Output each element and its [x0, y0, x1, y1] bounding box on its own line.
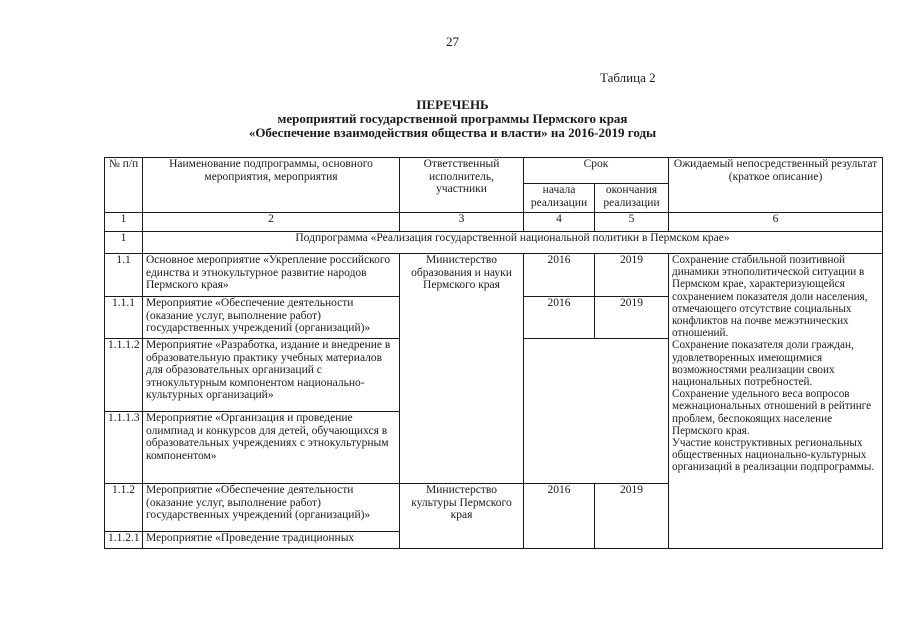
column-number: 3	[400, 213, 524, 232]
row-name: Основное мероприятие «Укрепление российского единства и этнокультурное развитие народов Пермского края»	[143, 254, 400, 297]
row-name: Мероприятие «Разработка, издание и внедрение в образовательную практику учебных материалов для образовательных организаций с этнокультурным компонентом национально-культурных организаций»	[143, 339, 400, 412]
row-name: Мероприятие «Проведение традиционных	[143, 532, 400, 549]
result-paragraph: Сохранение показателя доли граждан, удовлетворенных имеющимися возможностями реализации своих национальных потребностей.	[672, 339, 854, 389]
title-line-2: мероприятий государственной программы Пермского края	[277, 111, 628, 126]
row-num: 1.1.1	[105, 297, 143, 339]
header-executor: Ответственный исполнитель, участники	[400, 158, 524, 213]
column-numbers-row	[105, 213, 883, 232]
table-label: Таблица 2	[600, 70, 656, 85]
row-executor: Министерство культуры Пермского края	[400, 484, 524, 549]
subprogram-title: Подпрограмма «Реализация государственной национальной политики в Пермском крае»	[143, 232, 883, 254]
table-header-row	[105, 158, 883, 184]
column-number: 6	[669, 213, 883, 232]
header-period: Срок	[524, 158, 669, 184]
row-name: Мероприятие «Организация и проведение олимпиад и конкурсов для детей, обучающихся в образовательных учреждениях с этнокультурным компонентом»	[143, 412, 400, 484]
column-number: 1	[105, 213, 143, 232]
row-num: 1.1.1.3	[105, 412, 143, 484]
result-paragraph: Сохранение стабильной позитивной динамики этнополитической ситуации в Пермском крае, характеризующейся сохранением показателя доли населения, отмечающего отсутствие социальных конфликтов на почве межэтнических отношений.	[672, 254, 868, 340]
row-period-empty	[524, 339, 669, 484]
row-executor: Министерство образования и науки Пермского края	[400, 254, 524, 484]
result-paragraph: Участие конструктивных региональных общественных национально-культурных организаций в реализации подпрограммы.	[672, 437, 875, 474]
table-row	[105, 254, 883, 297]
row-end: 2019	[595, 484, 669, 549]
subprogram-row	[105, 232, 883, 254]
page-number: 27	[446, 34, 459, 49]
header-start: начала реализации	[524, 184, 595, 213]
header-name: Наименование подпрограммы, основного мероприятия, мероприятия	[143, 158, 400, 213]
row-start: 2016	[524, 484, 595, 549]
measures-table	[104, 157, 883, 549]
header-end: окончания реализации	[595, 184, 669, 213]
title-line-3: «Обеспечение взаимодействия общества и власти» на 2016-2019 годы	[248, 125, 657, 140]
row-start: 2016	[524, 254, 595, 297]
column-number: 5	[595, 213, 669, 232]
title-line-1: ПЕРЕЧЕНЬ	[416, 97, 489, 112]
header-result: Ожидаемый непосредственный результат (краткое описание)	[669, 158, 883, 213]
row-num: 1.1.2	[105, 484, 143, 532]
row-num: 1.1	[105, 254, 143, 297]
row-end: 2019	[595, 254, 669, 297]
row-name: Мероприятие «Обеспечение деятельности (оказание услуг, выполнение работ) государственных учреждений (организаций)»	[143, 297, 400, 339]
header-num: № п/п	[105, 158, 143, 213]
row-num: 1.1.2.1	[105, 532, 143, 549]
row-start: 2016	[524, 297, 595, 339]
column-number: 2	[143, 213, 400, 232]
column-number: 4	[524, 213, 595, 232]
row-num: 1.1.1.2	[105, 339, 143, 412]
subprogram-num: 1	[105, 232, 143, 254]
row-name: Мероприятие «Обеспечение деятельности (оказание услуг, выполнение работ) государственных учреждений (организаций)»	[143, 484, 400, 532]
expected-result	[669, 254, 883, 549]
document-title	[0, 98, 905, 140]
row-end: 2019	[595, 297, 669, 339]
result-paragraph: Сохранение удельного веса вопросов межнациональных отношений в рейтинге проблем, беспокоящих население Пермского края.	[672, 388, 872, 437]
